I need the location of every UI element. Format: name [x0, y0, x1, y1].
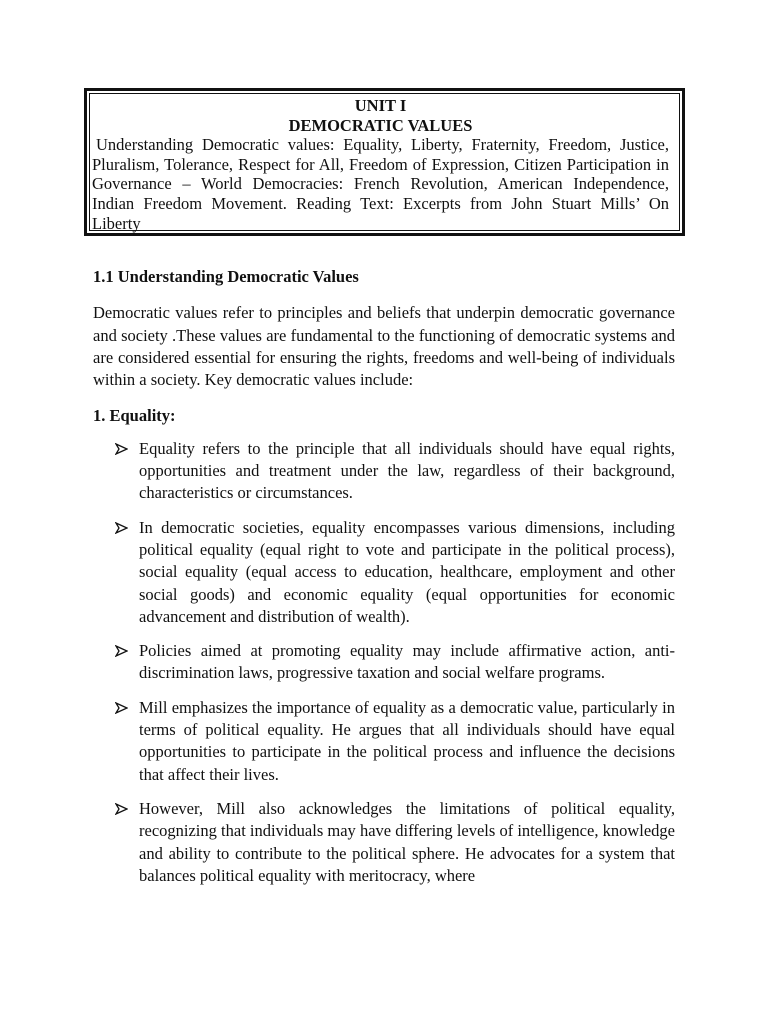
list-item [93, 697, 675, 786]
list-item [93, 517, 675, 628]
unit-label: UNIT I [354, 96, 407, 115]
document-body [93, 266, 675, 899]
arrow-bullet-icon [115, 640, 131, 662]
list-item-text: Policies aimed at promoting equality may include affirmative action, anti-discrimination laws, progressive taxation and social welfare programs. [139, 641, 675, 683]
equality-points-list [93, 438, 675, 887]
arrow-bullet-icon [115, 697, 131, 719]
list-item-text: In democratic societies, equality encompasses various dimensions, including political equality (equal right to vote and participate in the political process), social equality (equal access to education, healthcare, employment and other social goods) and economic equality (equal opportunities for economic advancement and distribution of wealth). [139, 517, 675, 626]
unit-summary-inner [89, 93, 680, 231]
unit-summary-box [84, 88, 685, 236]
list-item [93, 640, 675, 685]
list-item-text: However, Mill also acknowledges the limitations of political equality, recognizing that individuals may have differing levels of intelligence, knowledge and ability to contribute to the political sphere. He advocates for a system that balances political equality with meritocracy, where [139, 798, 675, 885]
section-intro: Democratic values refer to principles and beliefs that underpin democratic governance and society .These values are fundamental to the functioning of democratic systems and are considered essential for ensuring the rights, freedoms and well-being of individuals within a society. Key democratic values include: [93, 303, 675, 390]
arrow-bullet-icon [115, 438, 131, 460]
unit-description: Understanding Democratic values: Equality, Liberty, Fraternity, Freedom, Justice, Pluralism, Tolerance, Respect for All, Freedom of Expression, Citizen Participation in Governance – World Democracies: French Revolution, American Independence, Indian Freedom Movement. Reading Text: Excerpts from John Stuart Mills’ On Liberty [92, 135, 669, 233]
section-title: 1.1 Understanding Democratic Values [93, 267, 359, 286]
list-item [93, 438, 675, 505]
list-item-text: Mill emphasizes the importance of equality as a democratic value, particularly in terms of political equality. He argues that all individuals should have equal opportunities to participate in the political process and influence the decisions that affect their lives. [139, 697, 675, 784]
equality-heading: 1. Equality: [93, 406, 176, 426]
list-item-text: Equality refers to the principle that all individuals should have equal rights, opportunities and treatment under the law, regardless of their background, characteristics or circumstances. [139, 438, 675, 503]
arrow-bullet-icon [115, 517, 131, 539]
arrow-bullet-icon [115, 798, 131, 820]
unit-heading: DEMOCRATIC VALUES [288, 115, 473, 135]
list-item [93, 798, 675, 887]
